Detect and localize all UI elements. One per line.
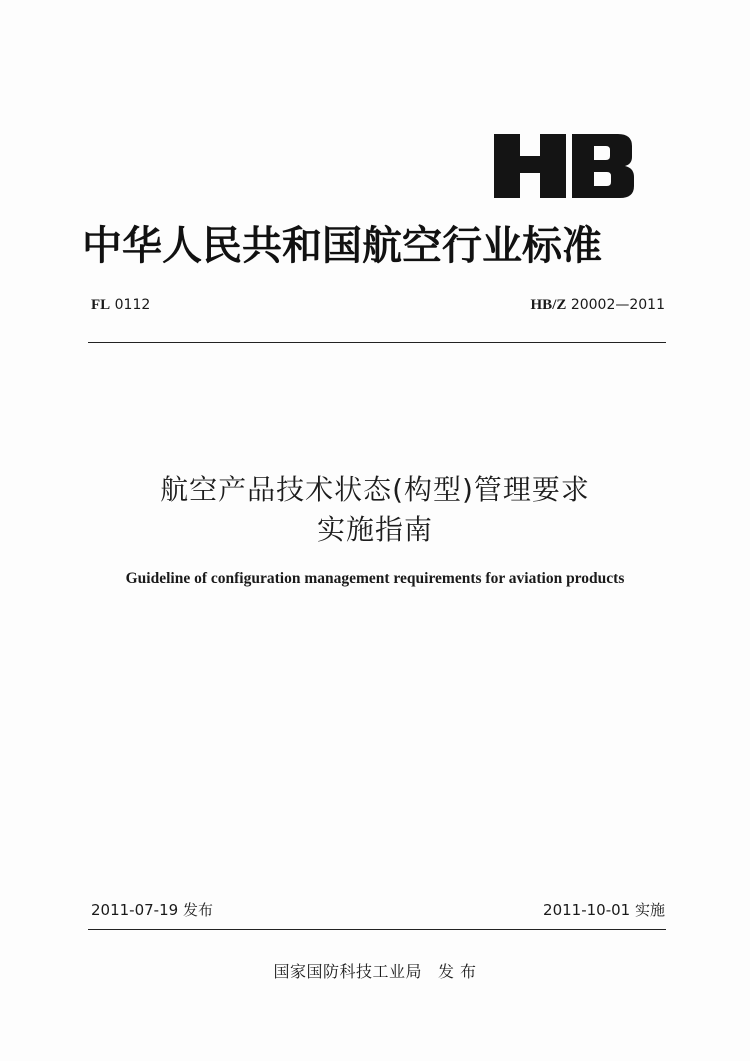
- issuer: [150, 961, 600, 983]
- classification-code: [91, 296, 150, 314]
- hb-logo-letter-h: [494, 134, 566, 198]
- standard-number: 20002—2011: [570, 297, 665, 313]
- effective-date: 2011-10-01 实施: [543, 901, 665, 919]
- publish-date: 2011-07-19 发布: [91, 901, 213, 919]
- document-title-line-1: 航空产品技术状态(构型)管理要求: [160, 473, 590, 506]
- hb-logo-letter-b: [572, 134, 634, 198]
- bottom-divider: [88, 929, 666, 930]
- document-title-line-2: 实施指南: [316, 513, 433, 546]
- standard-prefix: HB/Z: [530, 297, 567, 313]
- standard-code: [520, 296, 665, 314]
- classification-prefix: FL: [91, 297, 111, 313]
- issuer-name: 国家国防科技工业局: [273, 962, 422, 981]
- standard-type-title: 中华人民共和国航空行业标准: [82, 223, 602, 269]
- hb-logo: [494, 134, 636, 198]
- document-title-english: Guideline of configuration management requirements for aviation products: [125, 570, 625, 587]
- issuer-action: 发 布: [437, 962, 477, 981]
- classification-number: 0112: [114, 297, 151, 313]
- top-divider: [88, 342, 666, 343]
